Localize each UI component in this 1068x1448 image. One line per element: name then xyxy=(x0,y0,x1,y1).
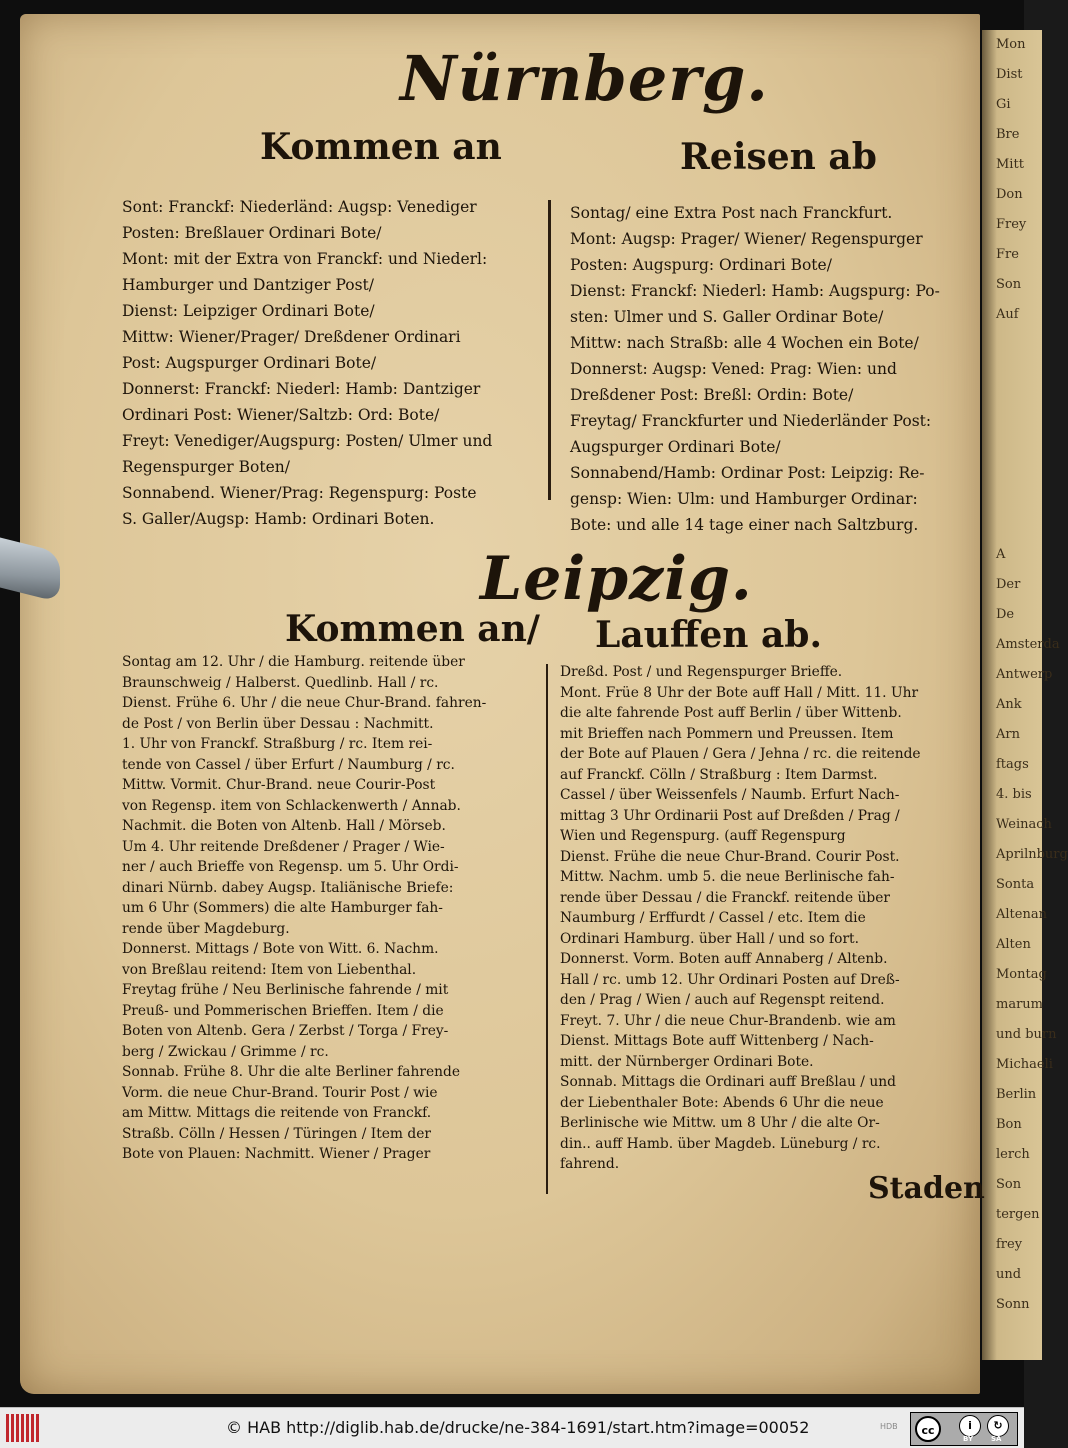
adjacent-page-fragment xyxy=(982,480,1042,510)
text-line: Mittw. Nachm. umb 5. die neue Berlinische fah- xyxy=(560,869,895,885)
adjacent-page-fragment: Son xyxy=(996,1177,1022,1192)
text-line: Posten: Augspurg: Ordinari Bote/ xyxy=(570,256,832,274)
text-line: Donnerst. Mittags / Bote von Witt. 6. Nachm. xyxy=(122,941,439,957)
text-line: Mittw: nach Straßb: alle 4 Wochen ein Bote/ xyxy=(570,334,919,352)
adjacent-page-fragment: Arn xyxy=(996,727,1020,742)
text-line: der Bote auf Plauen / Gera / Jehna / rc. die reitende xyxy=(560,746,921,762)
text-line: Ordinari Hamburg. über Hall / und so fort. xyxy=(560,930,859,947)
adjacent-page-fragment: Antwerp xyxy=(996,667,1053,682)
adjacent-page-fragment xyxy=(982,390,1042,420)
departures-list-nuernberg xyxy=(570,200,972,538)
text-line: Sonnabend/Hamb: Ordinar Post: Leipzig: Re- xyxy=(570,464,925,482)
text-line: Hall / rc. umb 12. Uhr Ordinari Posten auf Dreß- xyxy=(560,971,900,988)
text-line: berg / Zwickau / Grimme / rc. xyxy=(122,1043,329,1060)
text-line: Wien und Regenspurg. (auff Regenspurg xyxy=(560,828,846,844)
text-line: Dienst: Leipziger Ordinari Bote/ xyxy=(122,302,375,320)
text-line: Sont: Franckf: Niederländ: Augsp: Venediger xyxy=(122,198,477,216)
text-line: mit Brieffen nach Pommern und Preussen. Item xyxy=(560,725,894,742)
adjacent-page-fragment: Son xyxy=(996,277,1022,292)
adjacent-page-fragment: 4. bis xyxy=(996,787,1032,802)
adjacent-page-fragment: Fre xyxy=(996,247,1019,262)
text-line: Berlinische wie Mittw. um 8 Uhr / die alte Or- xyxy=(560,1115,880,1131)
text-line: Freytag frühe / Neu Berlinische fahrende / mit xyxy=(122,982,449,998)
viewer-footer xyxy=(0,1407,1024,1448)
text-line: Mont: Augsp: Prager/ Wiener/ Regenspurger xyxy=(570,230,923,248)
text-line: sten: Ulmer und S. Galler Ordinar Bote/ xyxy=(570,308,884,326)
adjacent-page-fragment: Michaeli xyxy=(996,1057,1053,1072)
adjacent-page-fragment xyxy=(982,360,1042,390)
text-line: Dreßd. Post / und Regenspurger Brieffe. xyxy=(560,664,843,680)
text-line: Mont: mit der Extra von Franckf: und Niederl: xyxy=(122,250,488,268)
adjacent-page-fragment: De xyxy=(996,607,1015,622)
text-line: Bote von Plauen: Nachmitt. Wiener / Prager xyxy=(122,1146,431,1162)
text-line: Mittw. Vormit. Chur-Brand. neue Courir-Post xyxy=(122,777,436,793)
text-line: rende über Magdeburg. xyxy=(122,920,290,937)
text-line: mittag 3 Uhr Ordinarii Post auf Dreßden / Prag / xyxy=(560,807,900,824)
adjacent-page-fragment: Frey xyxy=(996,217,1027,232)
text-line: ner / auch Brieffe von Regensp. um 5. Uhr Ordi- xyxy=(122,859,459,875)
text-line: Posten: Breßlauer Ordinari Bote/ xyxy=(122,224,382,242)
text-line: Donnerst: Franckf: Niederl: Hamb: Dantziger xyxy=(122,380,481,398)
heading-departures-nuernberg: Reisen ab xyxy=(680,136,877,178)
adjacent-page-fragment: und burn xyxy=(996,1027,1057,1042)
departures-list-leipzig xyxy=(560,662,972,1175)
adjacent-page-fragment: Sonn xyxy=(996,1297,1030,1312)
adjacent-page-fragment: frey xyxy=(996,1237,1023,1252)
text-line: von Regensp. item von Schlackenwerth / Annab. xyxy=(122,797,461,814)
adjacent-page-fragment: Bon xyxy=(996,1117,1022,1132)
adjacent-page-fragment: und xyxy=(996,1267,1022,1282)
text-line: Mont. Früe 8 Uhr der Bote auff Hall / Mitt. 11. Uhr xyxy=(560,684,919,701)
adjacent-page-fragment: Dist xyxy=(996,67,1023,82)
text-line: am Mittw. Mittags die reitende von Franckf. xyxy=(122,1105,432,1121)
text-line: Boten von Altenb. Gera / Zerbst / Torga / Frey- xyxy=(122,1023,449,1039)
adjacent-page-fragment: Mitt xyxy=(996,157,1024,172)
cc-license-badge[interactable] xyxy=(910,1412,1018,1446)
heading-departures-leipzig: Lauffen ab. xyxy=(595,614,823,656)
adjacent-page-fragment: Amsterda xyxy=(996,637,1060,652)
text-line: tende von Cassel / über Erfurt / Naumburg / rc. xyxy=(122,756,455,773)
text-line: Freytag/ Franckfurter und Niederländer Post: xyxy=(570,412,932,430)
text-line: Augspurger Ordinari Bote/ xyxy=(570,438,781,456)
text-line: Donnerst. Vorm. Boten auff Annaberg / Altenb. xyxy=(560,951,888,967)
adjacent-page-fragment: tergen xyxy=(996,1207,1040,1222)
text-line: Freyt: Venediger/Augspurg: Posten/ Ulmer und xyxy=(122,432,493,450)
column-divider xyxy=(548,200,551,500)
hab-logo-icon xyxy=(6,1414,46,1442)
share-alike-icon: ↻ xyxy=(987,1415,1009,1437)
text-line: Um 4. Uhr reitende Dreßdener / Prager / Wie- xyxy=(122,838,445,855)
adjacent-page-edge xyxy=(982,30,1068,1360)
text-line: mitt. der Nürnberger Ordinari Bote. xyxy=(560,1053,814,1070)
adjacent-page-fragment xyxy=(982,330,1042,360)
column-divider xyxy=(546,664,548,1194)
text-line: fahrend. xyxy=(560,1156,620,1172)
text-line: Sonnabend. Wiener/Prag: Regenspurg: Poste xyxy=(122,484,477,502)
text-line: Dreßdener Post: Breßl: Ordin: Bote/ xyxy=(570,386,854,404)
catchword: Staden xyxy=(868,1171,985,1206)
text-line: Naumburg / Erffurdt / Cassel / etc. Item die xyxy=(560,910,866,926)
text-line: Sontag/ eine Extra Post nach Franckfurt. xyxy=(570,204,893,222)
text-line: Dienst: Franckf: Niederl: Hamb: Augspurg: Po- xyxy=(570,282,940,300)
text-line: Sonnab. Mittags die Ordinari auff Breßlau / und xyxy=(560,1074,896,1090)
text-line: Sonnab. Frühe 8. Uhr die alte Berliner fahrende xyxy=(122,1064,461,1080)
adjacent-page-fragment: Altenan xyxy=(996,907,1047,922)
adjacent-page-fragment: Auf xyxy=(996,307,1019,322)
text-line: de Post / von Berlin über Dessau : Nachmitt. xyxy=(122,715,434,732)
license-by-label: BY xyxy=(963,1435,974,1443)
text-line: Freyt. 7. Uhr / die neue Chur-Brandenb. wie am xyxy=(560,1012,896,1029)
adjacent-page-fragment: Weinach xyxy=(996,817,1052,832)
text-line: Donnerst: Augsp: Vened: Prag: Wien: und xyxy=(570,360,897,378)
text-line: Braunschweig / Halberst. Quedlinb. Hall / rc. xyxy=(122,674,439,691)
arrivals-list-leipzig xyxy=(122,652,550,1165)
text-line: Hamburger und Dantziger Post/ xyxy=(122,276,374,294)
text-line: Dienst. Mittags Bote auff Wittenberg / Nach- xyxy=(560,1033,874,1049)
text-line: Nachmit. die Boten von Altenb. Hall / Mörseb. xyxy=(122,818,446,834)
attribution-icon: i xyxy=(959,1415,981,1437)
adjacent-page-fragment xyxy=(982,450,1042,480)
adjacent-page-fragment: A xyxy=(996,547,1006,562)
adjacent-page-fragment xyxy=(982,420,1042,450)
text-line: Mittw: Wiener/Prager/ Dreßdener Ordinari xyxy=(122,328,461,346)
adjacent-page-fragment: ftags xyxy=(996,757,1029,772)
text-line: Cassel / über Weissenfels / Naumb. Erfurt Nach- xyxy=(560,787,900,803)
adjacent-page-fragment: Alten xyxy=(996,937,1031,952)
heading-arrivals-nuernberg: Kommen an xyxy=(260,126,502,168)
adjacent-page-fragment: Der xyxy=(996,577,1021,592)
document-page xyxy=(20,14,985,1394)
adjacent-page-fragment xyxy=(982,510,1042,540)
adjacent-page-fragment: lerch xyxy=(996,1147,1030,1162)
text-line: auf Franckf. Cölln / Straßburg : Item Darmst. xyxy=(560,766,878,783)
text-line: Ordinari Post: Wiener/Saltzb: Ord: Bote/ xyxy=(122,406,440,424)
text-line: rende über Dessau / die Franckf. reitende über xyxy=(560,889,890,906)
text-line: Dienst. Frühe die neue Chur-Brand. Courir Post. xyxy=(560,848,900,865)
text-line: din.. auff Hamb. über Magdeb. Lüneburg / rc. xyxy=(560,1135,881,1152)
text-line: die alte fahrende Post auff Berlin / über Wittenb. xyxy=(560,705,902,721)
text-line: Straßb. Cölln / Hessen / Türingen / Item der xyxy=(122,1125,431,1142)
copyright-link[interactable]: © HAB http://diglib.hab.de/drucke/ne-384-1691/start.htm?image=00052 xyxy=(226,1418,810,1437)
adjacent-page-fragment: Ank xyxy=(996,697,1022,712)
adjacent-page-fragment: Gi xyxy=(996,97,1011,112)
text-line: den / Prag / Wien / auch auf Regenspt reitend. xyxy=(560,992,885,1008)
text-line: Vorm. die neue Chur-Brand. Tourir Post / wie xyxy=(122,1084,438,1101)
text-line: 1. Uhr von Franckf. Straßburg / rc. Item rei- xyxy=(122,736,433,752)
text-line: von Breßlau reitend: Item von Liebenthal. xyxy=(122,961,417,978)
arrivals-list-nuernberg xyxy=(122,194,552,532)
text-line: S. Galler/Augsp: Hamb: Ordinari Boten. xyxy=(122,510,435,528)
heading-arrivals-leipzig: Kommen an/ xyxy=(285,608,540,650)
adjacent-page-fragment: Sonta xyxy=(996,877,1035,892)
text-line: Regenspurger Boten/ xyxy=(122,458,290,476)
section-title-leipzig: Leipzig. xyxy=(480,544,753,614)
adjacent-page-fragment: Don xyxy=(996,187,1023,202)
adjacent-page-fragment: Mon xyxy=(996,37,1026,52)
text-line: der Liebenthaler Bote: Abends 6 Uhr die neue xyxy=(560,1094,884,1111)
adjacent-page-fragment: marum xyxy=(996,997,1043,1012)
text-line: Dienst. Frühe 6. Uhr / die neue Chur-Brand. fahren- xyxy=(122,695,487,711)
footer-mark: HDB xyxy=(880,1422,898,1431)
text-line: Post: Augspurger Ordinari Bote/ xyxy=(122,354,377,372)
text-line: Sontag am 12. Uhr / die Hamburg. reitende über xyxy=(122,654,465,670)
text-line: um 6 Uhr (Sommers) die alte Hamburger fah- xyxy=(122,900,443,916)
text-line: gensp: Wien: Ulm: und Hamburger Ordinar: xyxy=(570,490,918,508)
text-line: Bote: und alle 14 tage einer nach Saltzburg. xyxy=(570,516,919,534)
adjacent-page-fragment: Montag xyxy=(996,967,1047,982)
text-line: Preuß- und Pommerischen Brieffen. Item / die xyxy=(122,1002,444,1019)
adjacent-page-fragment: Berlin xyxy=(996,1087,1037,1102)
text-line: dinari Nürnb. dabey Augsp. Italiänische Briefe: xyxy=(122,879,454,896)
adjacent-page-fragment: Bre xyxy=(996,127,1020,142)
section-title-nuernberg: Nürnberg. xyxy=(400,42,769,115)
license-sa-label: SA xyxy=(991,1435,1002,1443)
adjacent-page-fragment: Aprilnburg xyxy=(996,847,1068,862)
cc-icon: cc xyxy=(915,1416,941,1442)
